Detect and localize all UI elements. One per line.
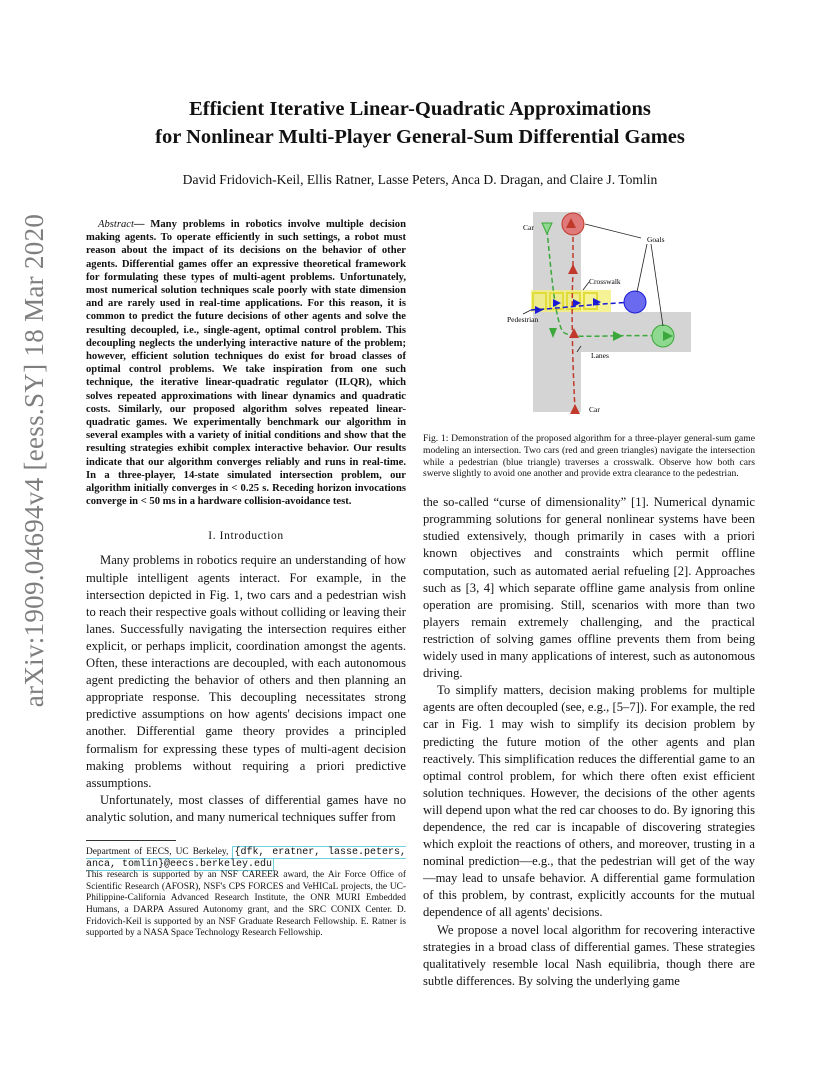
label-lanes: Lanes	[591, 351, 609, 360]
author-list: David Fridovich-Keil, Ellis Ratner, Lasse Peters, Anca D. Dragan, and Claire J. Tomlin	[182, 172, 658, 187]
footnote-department: Department of EECS, UC Berkeley,	[86, 846, 229, 857]
label-car-top: Car	[523, 223, 534, 232]
section-heading-introduction: I. Introduction	[208, 530, 284, 543]
abstract-body: — Many problems in robotics involve multiple decision making agents. To operate efficiently in such settings, a robot must reason about the impact of its decisions on the behavior of other agents. Differential games offer an expressive theoretical framework for formulating these types of multi-agent problems. Unfortunately, most numerical solution techniques scale poorly with state dimension and are rarely used in real-time applications. For this reason, it is common to predict the future decisions of other agents and solve the resulting decoupled, i.e., single-agent, optimal control problem. This decoupling neglects the underlying interactive nature of the problem; however, efficient solution techniques do exist for broad classes of optimal control problems. We take inspiration from one such technique, the iterative linear-quadratic regulator (ILQR), which solves repeated approximations with linear dynamics and quadratic costs. Similarly, our proposed algorithm solves repeated linear-quadratic games. We experimentally benchmark our algorithm in several examples with a variety of initial conditions and show that the resulting strategies exhibit complex interactive behavior. Our results indicate that our algorithm converges reliably and runs in real-time. In a three-player, 14-state simulated intersection problem, our algorithm initially converges in < 0.25 s. Receding horizon invocations converge in < 50 ms in a hardware collision-avoidance test.	[86, 219, 406, 508]
arxiv-side-stamp	[0, 200, 70, 720]
right-paragraph-2: To simplify matters, decision making problems for multiple agents are often decoupled (see, e.g., [5–7]). For example, the red car in Fig. 1 may wish to simplify its decision problem by predicting the future motion of the other agents and plan reactively. This simplification reduces the differential game to an optimal control problem, for which there often exist efficient solution techniques. However, the decisions of the other agents will depend upon what the red car chooses to do. By ignoring this dependence, the red car is incapable of discovering strategies which exploit the reactions of others, and moreover, trusting in a nominal prediction—e.g., that the pedestrian will get of the way—may lead to unsafe behavior. A differential game formulation of this problem, by contrast, explicitly accounts for the mutual dependence of all agents' decisions.	[423, 683, 755, 920]
author-email-link[interactable]: {dfk, eratner, lasse.peters, anca, tomlin}@eecs.berkeley.edu	[86, 846, 407, 870]
abstract	[86, 218, 406, 508]
figure-intersection	[423, 210, 755, 425]
pedestrian-goal	[624, 291, 646, 313]
left-column	[86, 218, 406, 940]
right-paragraph-1: the so-called “curse of dimensionality” [1]. Numerical dynamic programming solutions for general nonlinear systems have been studied extensively, though primarily in cases with a priori known objectives and constraints which permit offline computation, such as automated aerial refueling [2]. Approaches such as [3, 4] which separate offline game analysis from online operation are promising. Still, scenarios with more than two players remain extremely challenging, and the practical restriction of solving games offline prevents them from being widely used in many applications of interest, such as autonomous driving.	[423, 495, 755, 681]
label-pedestrian: Pedestrian	[507, 315, 539, 324]
horizontal-lane	[581, 312, 691, 352]
title-line-2: for Nonlinear Multi-Player General-Sum Differential Games	[155, 126, 685, 148]
label-crosswalk: Crosswalk	[589, 277, 621, 286]
intersection-diagram	[423, 210, 755, 425]
footnote-rule	[86, 840, 176, 841]
label-car-bottom: Car	[589, 405, 600, 414]
footnote-affiliation	[86, 847, 406, 870]
paper-title	[80, 95, 760, 151]
abstract-label: Abstract	[98, 219, 134, 230]
title-line-1: Efficient Iterative Linear-Quadratic Approximations	[189, 98, 651, 120]
intro-paragraph-1: Many problems in robotics require an understanding of how multiple intelligent agents interact. For example, in the intersection depicted in Fig. 1, two cars and a pedestrian wish to reach their respective goals without colliding or leaving their lanes. Successfully navigating the intersection requires either explicit, or perhaps implicit, coordination amongst the agents. Often, these interactions are decoupled, with each autonomous agent predicting the behavior of others and then planning an appropriate response. This decoupling necessitates strong predictive assumptions on how agents' decisions impact one another. Differential game theory provides a principled formalism for expressing these types of multi-agent decision making problems without requiring a priori predictive assumptions.	[86, 553, 406, 790]
right-column	[423, 210, 755, 990]
arxiv-identifier: arXiv:1909.04694v4 [eess.SY] 18 Mar 2020	[19, 213, 50, 707]
figure-caption: Fig. 1: Demonstration of the proposed algorithm for a three-player general-sum game modeling an intersection. Two cars (red and green triangles) navigate the intersection while a pedestrian (blue triangle) traverses a crosswalk. Observe how both cars swerve slightly to avoid one another and provide extra clearance to the pedestrian.	[423, 433, 755, 480]
intro-paragraph-2: Unfortunately, most classes of differential games have no analytic solution, and many numerical techniques suffer from	[86, 792, 406, 824]
right-paragraph-3: We propose a novel local algorithm for recovering interactive strategies in a broad class of differential games. These strategies qualitatively resemble local Nash equilibria, though there are subtle differences. By solving the underlying game	[423, 922, 755, 988]
footnote-funding: This research is supported by an NSF CAREER award, the Air Force Office of Scientific Research (AFOSR), NSF's CPS FORCES and VeHICaL projects, the UC-Philippine-California Advanced Research Institute, the ONR MURI Embedded Humans, a DARPA Assured Autonomy grant, and the SRC CONIX Center. D. Fridovich-Keil is supported by an NSF Graduate Research Fellowship. E. Ratner is supported by a NASA Space Technology Research Fellowship.	[86, 870, 406, 939]
label-goals: Goals	[647, 235, 665, 244]
